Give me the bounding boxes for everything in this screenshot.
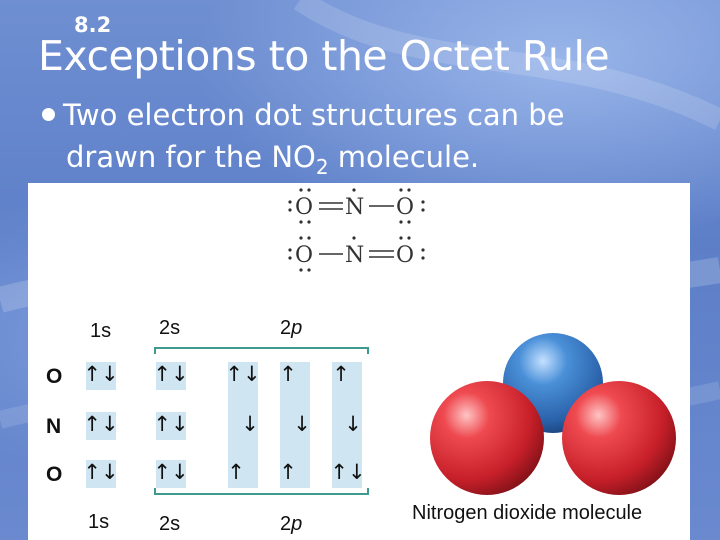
header-1s: 1s — [90, 320, 112, 342]
lewis2-o-right: O — [396, 243, 415, 268]
row-atom-o-bottom: O — [46, 463, 63, 486]
n-2p3-electrons: ↓ — [344, 412, 362, 436]
molecule-caption: Nitrogen dioxide molecule — [412, 502, 643, 524]
lewis-structure-1 — [288, 188, 424, 223]
header-2s: 2s — [159, 317, 181, 339]
o2-2s-electrons: ↑↓ — [153, 460, 189, 484]
no2-space-filling-model — [428, 333, 678, 503]
bullet-line — [42, 98, 565, 132]
n-2p2-electrons: ↓ — [293, 412, 311, 436]
footer-2p — [280, 513, 302, 536]
o2-1s-electrons: ↑↓ — [83, 460, 119, 484]
figure-panel — [28, 183, 690, 540]
top-bracket — [154, 347, 369, 354]
footer-2p-letter: p — [291, 513, 303, 535]
o2-2p2-electrons: ↑ — [279, 460, 297, 484]
lewis2-o-left: O — [295, 243, 314, 268]
header-2p — [280, 317, 302, 340]
continuation-text: drawn for the NO — [66, 140, 316, 174]
section-number: 8.2 — [74, 13, 112, 37]
bullet-dot-icon — [42, 108, 55, 121]
continuation-end: molecule. — [328, 140, 480, 174]
lewis1-o-left: O — [295, 195, 314, 220]
row-atom-n: N — [46, 415, 62, 438]
bottom-bracket — [154, 488, 369, 495]
bullet-continuation — [66, 140, 479, 179]
lewis2-n: N — [345, 243, 365, 268]
footer-2s: 2s — [159, 513, 181, 535]
o1-1s-electrons: ↑↓ — [83, 362, 119, 386]
n-2s-electrons: ↑↓ — [153, 412, 189, 436]
n-2p1-electrons: ↓ — [241, 412, 259, 436]
n-1s-electrons: ↑↓ — [83, 412, 119, 436]
o2-2p1-electrons: ↑ — [227, 460, 245, 484]
footer-1s: 1s — [88, 511, 110, 533]
lewis1-n: N — [345, 195, 365, 220]
o1-2p3-electrons: ↑ — [332, 362, 350, 386]
bullet-text: Two electron dot structures can be — [63, 98, 565, 132]
lewis1-o-right: O — [396, 195, 415, 220]
row-atom-o-top: O — [46, 365, 63, 388]
no2-subscript: 2 — [315, 154, 329, 179]
oxygen-atom-left — [430, 381, 544, 495]
slide-title: Exceptions to the Octet Rule — [38, 32, 610, 80]
lewis-structure-2 — [288, 236, 424, 271]
oxygen-atom-right — [562, 381, 676, 495]
o1-2p2-electrons: ↑ — [279, 362, 297, 386]
o1-2s-electrons: ↑↓ — [153, 362, 189, 386]
header-2p-num: 2 — [280, 317, 292, 339]
o1-2p1-electrons: ↑↓ — [225, 362, 261, 386]
lewis-structures — [268, 183, 468, 278]
o2-2p3-electrons: ↑↓ — [330, 460, 366, 484]
footer-2p-num: 2 — [280, 513, 292, 535]
header-2p-letter: p — [291, 317, 303, 339]
